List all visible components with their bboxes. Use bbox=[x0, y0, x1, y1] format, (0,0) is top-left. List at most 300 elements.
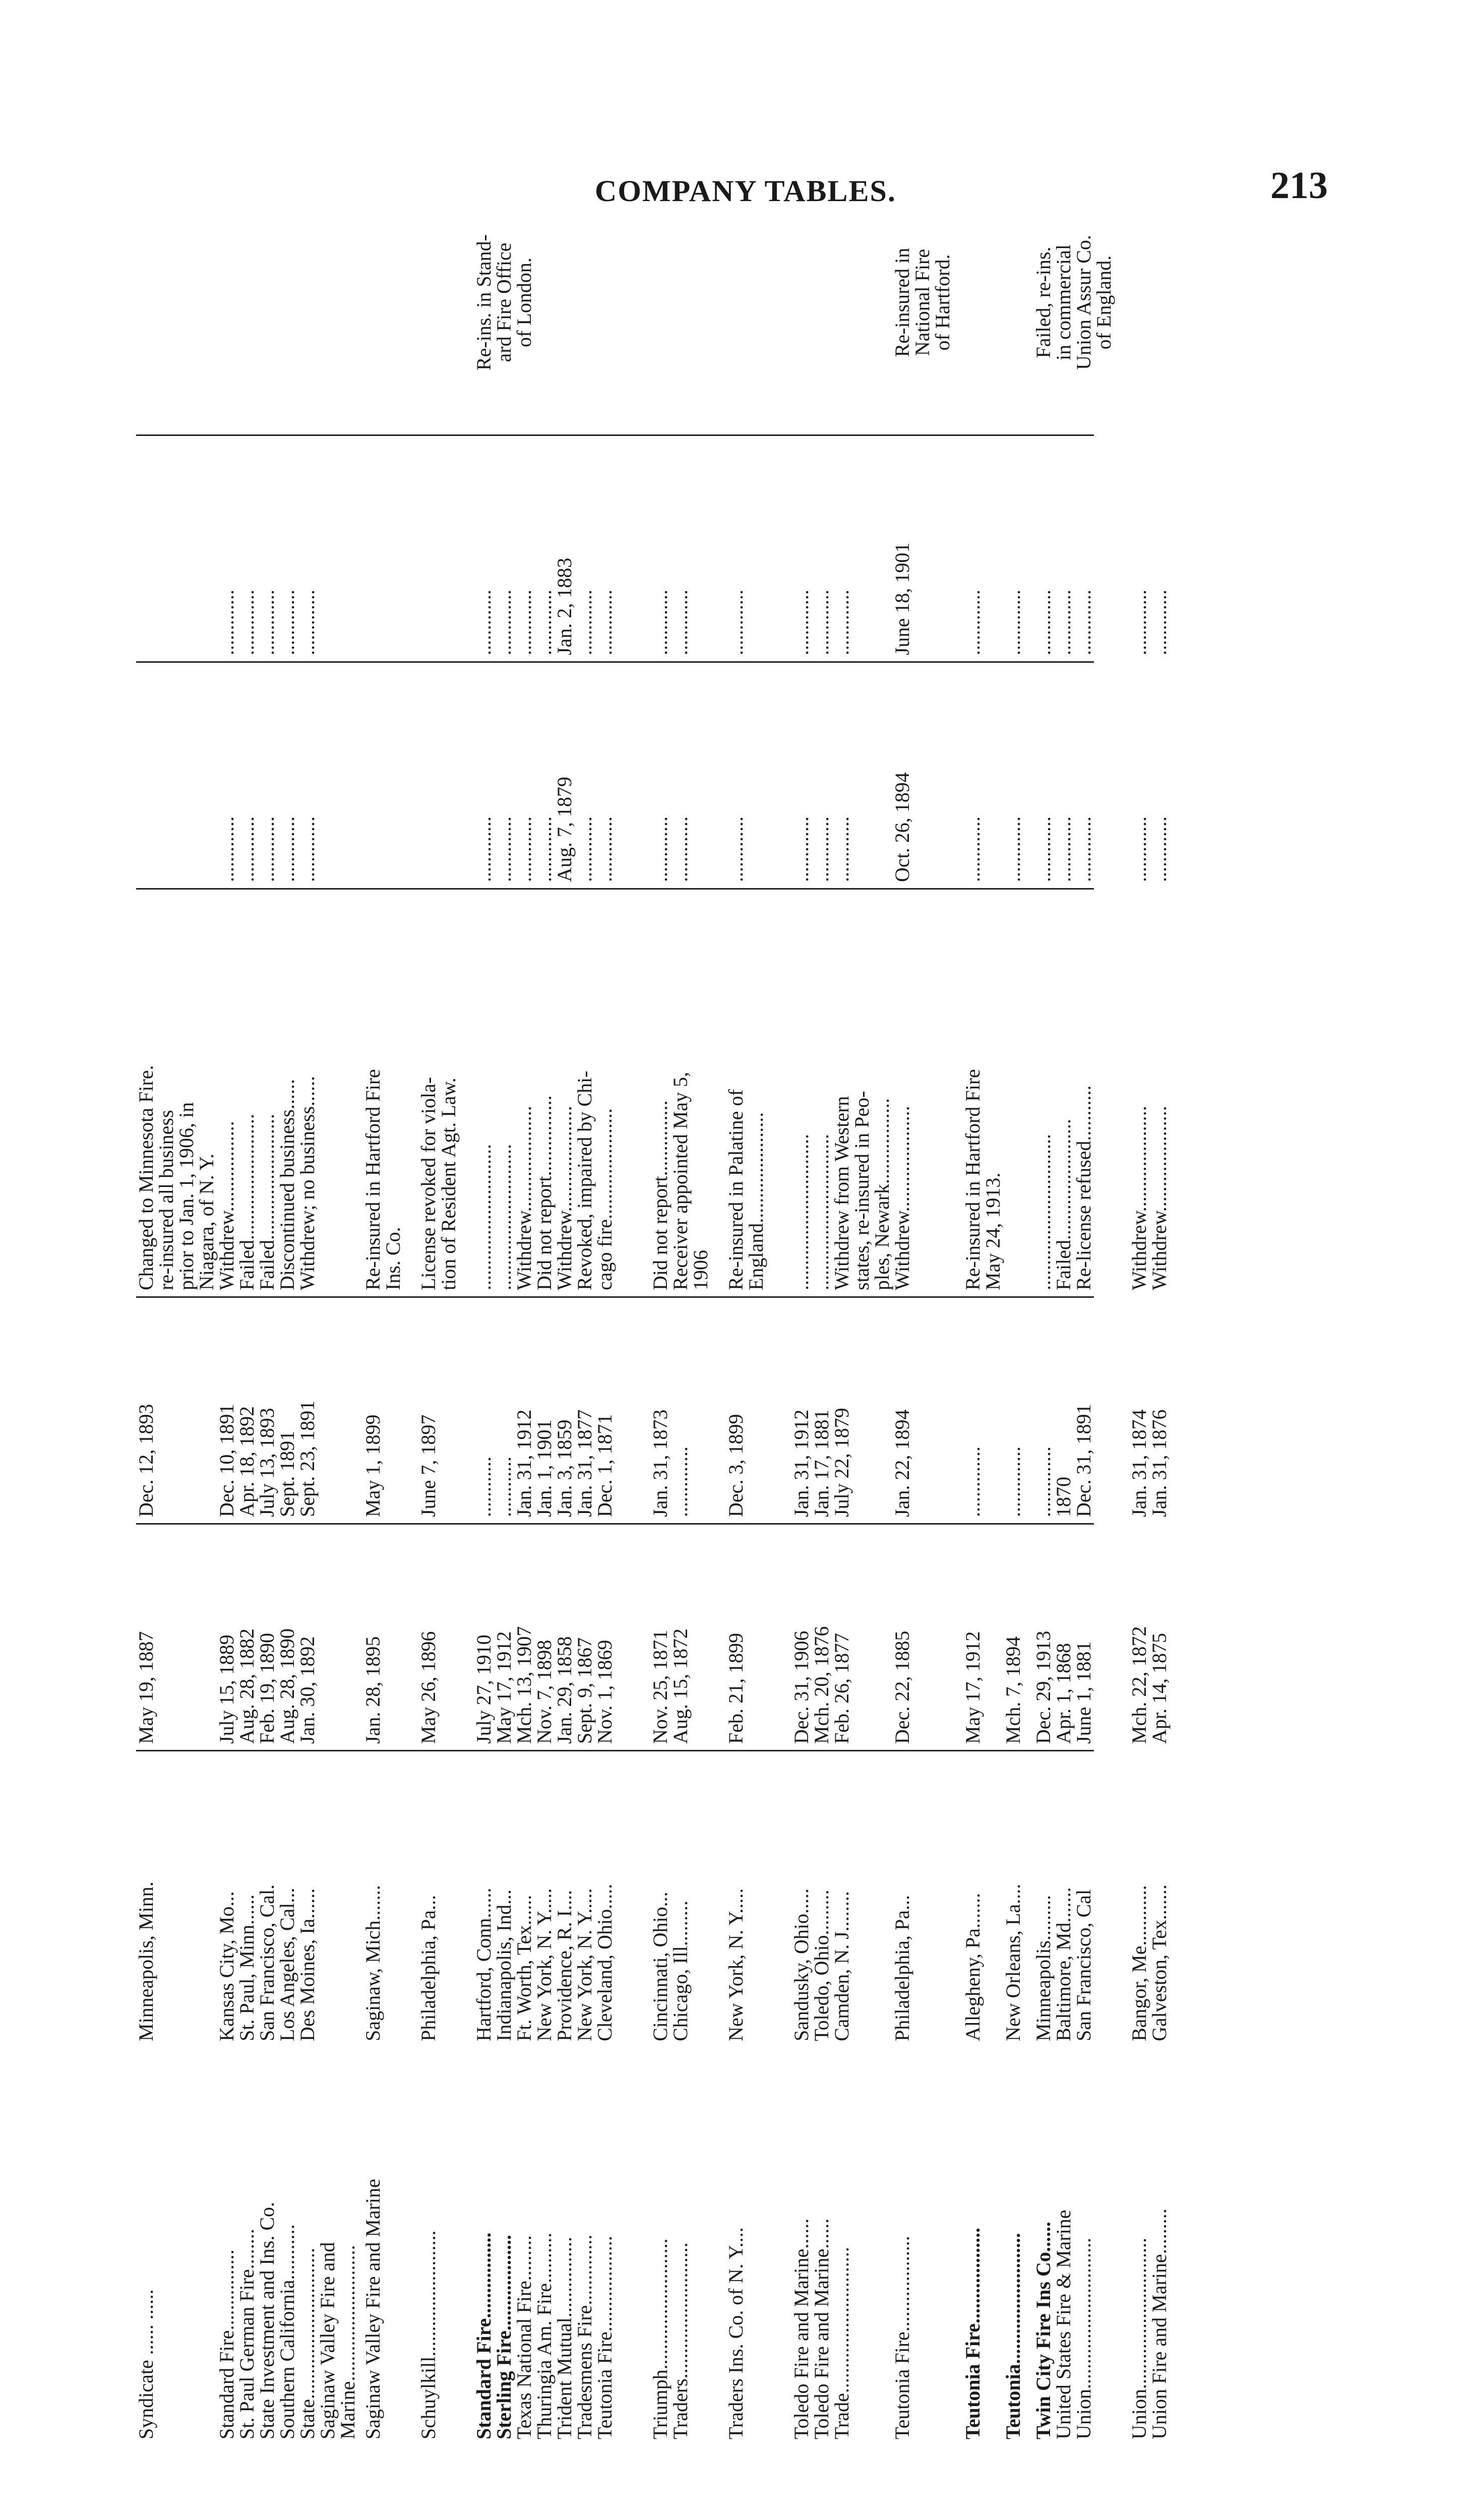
cell-line: Ft. Worth, Tex...... bbox=[513, 1895, 535, 2041]
cell-line: Syndicate ...... ...... bbox=[135, 2289, 157, 2439]
cell-line: Dec. 12, 1893 bbox=[135, 1404, 157, 1517]
company-name-cell bbox=[726, 2056, 746, 2439]
cell-line: .............. bbox=[961, 1446, 984, 1517]
company-name-cell bbox=[595, 2056, 615, 2439]
status-cell bbox=[217, 897, 237, 1290]
location-cell bbox=[1074, 1759, 1094, 2041]
cell-line: Sterling Fire................... bbox=[493, 2235, 515, 2439]
reentered-date-cell bbox=[363, 444, 383, 655]
company-name-cell bbox=[650, 2056, 670, 2439]
cell-line: Union Fire and Marine......... bbox=[1148, 2209, 1171, 2439]
organized-date-cell bbox=[832, 1532, 852, 1744]
cell-line: Minneapolis......... bbox=[1032, 1895, 1055, 2041]
cell-line: Camden, N. J........ bbox=[830, 1891, 853, 2041]
cell-line: ............. bbox=[235, 590, 258, 655]
reentered-date-cell bbox=[791, 444, 812, 655]
cell-line: July 13, 1893 bbox=[256, 1408, 278, 1517]
cell-line: ............. bbox=[573, 816, 596, 882]
cell-line: England...................... bbox=[745, 1112, 767, 1290]
status-cell bbox=[575, 897, 595, 1290]
organized-date-cell bbox=[318, 1532, 338, 1744]
company-name-cell bbox=[1033, 2056, 1054, 2439]
reentered-date-cell bbox=[1129, 444, 1149, 655]
cell-line: St. Paul German Fire........ bbox=[235, 2229, 258, 2439]
organized-date-cell bbox=[963, 1532, 983, 1744]
retired-date-cell bbox=[1149, 670, 1170, 882]
cell-line: ............. bbox=[296, 590, 319, 655]
reentered-date-cell bbox=[963, 444, 983, 655]
cell-line bbox=[363, 444, 383, 655]
company-name-cell bbox=[1003, 2056, 1023, 2439]
cell-line: ............ bbox=[493, 1457, 515, 1517]
location-cell bbox=[297, 1759, 318, 2041]
reentered-date-cell bbox=[318, 444, 338, 655]
company-name-cell bbox=[237, 2056, 257, 2439]
cell-line: ............. bbox=[830, 816, 853, 882]
cell-line: June 1, 1881 bbox=[1072, 1641, 1095, 1744]
location-cell bbox=[237, 1759, 257, 2041]
location-cell bbox=[892, 1759, 912, 2041]
cell-line: Discontinued business...... bbox=[276, 1079, 298, 1290]
cell-line: Texas National Fire......... bbox=[513, 2235, 535, 2439]
cell-line: ............. bbox=[296, 816, 319, 882]
cell-line: ............. bbox=[493, 590, 515, 655]
cell-line: ............. bbox=[533, 816, 556, 882]
organized-date-cell bbox=[1054, 1532, 1074, 1744]
cell-line: May 19, 1887 bbox=[135, 1631, 157, 1744]
cell-line: June 18, 1901 bbox=[891, 542, 913, 655]
cell-line bbox=[338, 1532, 358, 1744]
cell-line: Niagara, of N. Y. bbox=[195, 1153, 218, 1290]
location-cell bbox=[277, 1759, 297, 2041]
cell-line: ............. bbox=[830, 590, 853, 655]
cell-line: ............. bbox=[961, 816, 984, 882]
retired-date-cell bbox=[534, 670, 555, 882]
cell-line: ............. bbox=[215, 816, 238, 882]
cell-line: Thuringia Am. Fire.......... bbox=[533, 2233, 556, 2439]
entered-date-cell bbox=[534, 1305, 555, 1517]
organized-date-cell bbox=[277, 1532, 297, 1744]
organized-date-cell bbox=[1149, 1532, 1170, 1744]
cell-line: Trade............................. bbox=[830, 2247, 853, 2439]
status-cell bbox=[534, 897, 555, 1290]
cell-line: May 26, 1896 bbox=[417, 1631, 440, 1744]
cell-line: .............. bbox=[1002, 1446, 1024, 1517]
company-name-cell bbox=[418, 2056, 439, 2439]
reentered-date-cell bbox=[892, 444, 912, 655]
reentered-date-cell bbox=[494, 444, 514, 655]
entered-date-cell bbox=[237, 1305, 257, 1517]
location-cell bbox=[474, 1759, 494, 2041]
cell-line: Revoked, impaired by Chi- bbox=[573, 1070, 596, 1290]
retired-date-cell bbox=[217, 670, 237, 882]
cell-line: ............................... bbox=[1032, 1134, 1055, 1290]
cell-line: Nov. 25, 1871 bbox=[649, 1629, 671, 1744]
cell-line: Jan. 3, 1859 bbox=[553, 1419, 576, 1517]
cell-line: July 22, 1879 bbox=[830, 1408, 853, 1517]
entered-date-cell bbox=[575, 1305, 595, 1517]
running-title: COMPANY TABLES. bbox=[595, 174, 896, 208]
reentered-date-cell bbox=[474, 444, 494, 655]
cell-line: Tradesmens Fire.............. bbox=[573, 2234, 596, 2439]
organized-date-cell bbox=[237, 1532, 257, 1744]
cell-line: ............. bbox=[669, 590, 692, 655]
column-rule bbox=[136, 434, 1094, 436]
location-cell bbox=[1054, 1759, 1074, 2041]
cell-line: Dec. 29, 1913 bbox=[1032, 1630, 1055, 1744]
status-cell bbox=[474, 897, 494, 1290]
cell-line: Re-license refused........... bbox=[1072, 1085, 1095, 1290]
status-cell bbox=[595, 897, 615, 1290]
retired-date-cell bbox=[575, 670, 595, 882]
cell-line: ............. bbox=[256, 816, 278, 882]
cell-line: Did not report............... bbox=[649, 1100, 671, 1290]
location-cell bbox=[257, 1759, 277, 2041]
reentered-date-cell bbox=[257, 444, 277, 655]
reentered-date-cell bbox=[595, 444, 615, 655]
rotated-company-table bbox=[136, 171, 1336, 2439]
location-cell bbox=[318, 1759, 338, 2041]
location-cell bbox=[1149, 1759, 1170, 2041]
organized-date-cell bbox=[534, 1532, 555, 1744]
cell-line: ............. bbox=[1128, 816, 1150, 882]
cell-line: Saginaw Valley Fire and Marine bbox=[361, 2179, 384, 2439]
cell-line: ............................. bbox=[472, 1144, 495, 1290]
cell-line: Galveston, Tex....... bbox=[1148, 1884, 1171, 2041]
entered-date-cell bbox=[1054, 1305, 1074, 1517]
remark-line: of Hartford. bbox=[931, 254, 954, 351]
retired-date-cell bbox=[726, 670, 746, 882]
retired-date-cell bbox=[670, 670, 691, 882]
company-name-cell bbox=[670, 2056, 691, 2439]
company-name-cell bbox=[474, 2056, 494, 2439]
column-rule bbox=[136, 1750, 1094, 1751]
reentered-date-cell bbox=[832, 444, 852, 655]
cell-line: San Francisco, Cal. bbox=[256, 1884, 278, 2041]
company-name-cell bbox=[363, 2056, 383, 2439]
retired-date-cell bbox=[1003, 670, 1023, 882]
retired-date-cell bbox=[494, 670, 514, 882]
cell-line bbox=[318, 444, 338, 655]
entered-date-cell bbox=[650, 1305, 670, 1517]
retired-date-cell bbox=[963, 670, 983, 882]
organized-date-cell bbox=[297, 1532, 318, 1744]
organized-date-cell bbox=[1074, 1532, 1094, 1744]
cell-line: Jan. 31, 1876 bbox=[1148, 1409, 1171, 1517]
remark-line: National Fire bbox=[911, 248, 934, 356]
entered-date-cell bbox=[136, 1305, 156, 1517]
retired-date-cell bbox=[1074, 670, 1094, 882]
cell-line: .............. bbox=[1032, 1446, 1055, 1517]
cell-line: ............. bbox=[276, 590, 298, 655]
cell-line: Jan. 2, 1883 bbox=[553, 557, 576, 655]
location-cell bbox=[555, 1759, 575, 2041]
company-name-cell bbox=[1129, 2056, 1149, 2439]
cell-line: ............. bbox=[1032, 590, 1055, 655]
status-cell bbox=[892, 897, 912, 1290]
cell-line: cago fire...................... bbox=[593, 1108, 616, 1290]
entered-date-cell bbox=[1074, 1305, 1094, 1517]
reentered-date-cell bbox=[1033, 444, 1054, 655]
organized-date-cell bbox=[726, 1532, 746, 1744]
cell-line: Trident Mutual................ bbox=[553, 2237, 576, 2439]
retired-date-cell bbox=[277, 670, 297, 882]
reentered-date-cell bbox=[1149, 444, 1170, 655]
status-cell bbox=[963, 897, 1003, 1290]
cell-line: Jan. 22, 1894 bbox=[891, 1409, 913, 1517]
cell-line: Cincinnati, Ohio... bbox=[649, 1892, 671, 2041]
organized-date-cell bbox=[418, 1532, 439, 1744]
cell-line: Union.............................. bbox=[1072, 2238, 1095, 2439]
cell-line: Traders Ins. Co. of N. Y.... bbox=[724, 2227, 747, 2439]
location-cell bbox=[217, 1759, 237, 2041]
cell-line: Teutonia Fire................... bbox=[891, 2236, 913, 2439]
retired-date-cell bbox=[595, 670, 615, 882]
cell-line: ............. bbox=[276, 816, 298, 882]
company-name-cell bbox=[1074, 2056, 1094, 2439]
status-cell bbox=[1054, 897, 1074, 1290]
cell-line: July 15, 1889 bbox=[215, 1634, 238, 1744]
company-name-cell bbox=[514, 2056, 534, 2439]
cell-line: Mch. 7, 1894 bbox=[1002, 1636, 1024, 1744]
cell-line: ............. bbox=[669, 816, 692, 882]
cell-line bbox=[318, 1759, 338, 2041]
cell-line: ples, Newark................. bbox=[871, 1098, 893, 1290]
cell-line bbox=[418, 670, 439, 882]
organized-date-cell bbox=[650, 1532, 670, 1744]
cell-line: Sept. 9, 1867 bbox=[573, 1637, 596, 1744]
cell-line bbox=[338, 1759, 358, 2041]
cell-line: New York, N. Y..... bbox=[533, 1888, 556, 2041]
cell-line: Apr. 14, 1875 bbox=[1148, 1633, 1171, 1744]
retired-date-cell bbox=[474, 670, 494, 882]
remark-line: Failed, re-ins. bbox=[1032, 246, 1055, 358]
cell-line: Withdrew; no business...... bbox=[296, 1076, 319, 1290]
cell-line: re-insured all business bbox=[155, 1110, 177, 1290]
location-cell bbox=[363, 1759, 383, 2041]
cell-line: Los Angeles, Cal... bbox=[276, 1887, 298, 2041]
cell-line: ............. bbox=[724, 590, 747, 655]
cell-line: July 27, 1910 bbox=[472, 1634, 495, 1744]
cell-line bbox=[338, 670, 358, 882]
company-name-cell bbox=[338, 2056, 358, 2439]
cell-line: Feb. 21, 1899 bbox=[724, 1633, 747, 1744]
company-name-cell bbox=[217, 2056, 237, 2439]
column-rule bbox=[136, 1523, 1094, 1525]
cell-line: ............. bbox=[810, 816, 833, 882]
cell-line bbox=[318, 670, 338, 882]
organized-date-cell bbox=[514, 1532, 534, 1744]
cell-line: Oct. 26, 1894 bbox=[891, 772, 913, 882]
entered-date-cell bbox=[726, 1305, 746, 1517]
cell-line: Aug. 28, 1890 bbox=[276, 1628, 298, 1744]
company-name-cell bbox=[257, 2056, 277, 2439]
column-rule bbox=[136, 888, 1094, 890]
retired-date-cell bbox=[812, 670, 832, 882]
reentered-date-cell bbox=[338, 444, 358, 655]
cell-line: Teutonia Fire................... bbox=[593, 2236, 616, 2439]
status-cell bbox=[1033, 897, 1054, 1290]
cell-line: ............. bbox=[493, 816, 515, 882]
cell-line: states, re-insured in Peo- bbox=[850, 1091, 873, 1290]
cell-line: ............ bbox=[472, 1457, 495, 1517]
cell-line: May 1, 1899 bbox=[361, 1414, 384, 1517]
cell-line: New York, N. Y..... bbox=[573, 1888, 596, 2041]
cell-line: ............. bbox=[513, 590, 535, 655]
cell-line: prior to Jan. 1, 1906, in bbox=[175, 1102, 198, 1290]
cell-line: Jan. 31, 1912 bbox=[790, 1409, 813, 1517]
cell-line: Re-insured in Hartford Fire bbox=[961, 1069, 984, 1290]
status-cell bbox=[136, 897, 217, 1290]
company-name-cell bbox=[892, 2056, 912, 2439]
remark-line: Re-insured in bbox=[891, 247, 913, 357]
cell-line: Sept. 1891 bbox=[276, 1430, 298, 1517]
status-cell bbox=[494, 897, 514, 1290]
status-cell bbox=[670, 897, 711, 1290]
cell-line: Jan. 29, 1858 bbox=[553, 1636, 576, 1744]
cell-line: New Orleans, La.... bbox=[1002, 1883, 1024, 2041]
remark-line: Re-ins. in Stand- bbox=[472, 234, 495, 370]
status-cell bbox=[1129, 897, 1149, 1290]
retired-date-cell bbox=[832, 670, 852, 882]
entered-date-cell bbox=[338, 1305, 358, 1517]
remark-line: ard Fire Office bbox=[493, 242, 515, 362]
retired-date-cell bbox=[237, 670, 257, 882]
cell-line: Schuylkill......................... bbox=[417, 2230, 440, 2439]
cell-line: .............. bbox=[669, 1446, 692, 1517]
organized-date-cell bbox=[595, 1532, 615, 1744]
organized-date-cell bbox=[494, 1532, 514, 1744]
remarks-note bbox=[474, 176, 534, 428]
cell-line: Marine........................... bbox=[336, 2245, 359, 2439]
retired-date-cell bbox=[650, 670, 670, 882]
cell-line: Hartford, Conn...... bbox=[472, 1887, 495, 2041]
location-cell bbox=[514, 1759, 534, 2041]
cell-line: Teutonia.......................... bbox=[1002, 2233, 1024, 2439]
organized-date-cell bbox=[791, 1532, 812, 1744]
reentered-date-cell bbox=[650, 444, 670, 655]
status-cell bbox=[363, 897, 403, 1290]
entered-date-cell bbox=[595, 1305, 615, 1517]
entered-date-cell bbox=[257, 1305, 277, 1517]
cell-line: United States Fire & Marine bbox=[1052, 2210, 1075, 2439]
cell-line: Changed to Minnesota Fire. bbox=[135, 1065, 157, 1290]
cell-line: May 17, 1912 bbox=[961, 1631, 984, 1744]
cell-line: ............. bbox=[573, 590, 596, 655]
organized-date-cell bbox=[892, 1532, 912, 1744]
entered-date-cell bbox=[318, 1305, 338, 1517]
company-name-cell bbox=[555, 2056, 575, 2439]
entered-date-cell bbox=[832, 1305, 852, 1517]
status-cell bbox=[555, 897, 575, 1290]
cell-line: ............. bbox=[593, 816, 616, 882]
location-cell bbox=[418, 1759, 439, 2041]
reentered-date-cell bbox=[297, 444, 318, 655]
retired-date-cell bbox=[318, 670, 338, 882]
cell-line: ............................... bbox=[790, 1134, 813, 1290]
retired-date-cell bbox=[791, 670, 812, 882]
cell-line: ............. bbox=[1002, 590, 1024, 655]
cell-line bbox=[338, 444, 358, 655]
organized-date-cell bbox=[812, 1532, 832, 1744]
retired-date-cell bbox=[257, 670, 277, 882]
entered-date-cell bbox=[791, 1305, 812, 1517]
cell-line: ............. bbox=[649, 816, 671, 882]
status-cell bbox=[791, 897, 812, 1290]
cell-line: State Investment and Ins. Co. bbox=[256, 2201, 278, 2439]
reentered-date-cell bbox=[418, 444, 439, 655]
cell-line: Withdrew..................... bbox=[513, 1106, 535, 1290]
cell-line: Sept. 23, 1891 bbox=[296, 1400, 319, 1517]
location-cell bbox=[575, 1759, 595, 2041]
reentered-date-cell bbox=[237, 444, 257, 655]
status-cell bbox=[726, 897, 766, 1290]
cell-line bbox=[318, 1305, 338, 1517]
entered-date-cell bbox=[1149, 1305, 1170, 1517]
location-cell bbox=[1003, 1759, 1023, 2041]
cell-line: Withdrew.................. bbox=[215, 1121, 238, 1290]
organized-date-cell bbox=[136, 1532, 156, 1744]
reentered-date-cell bbox=[726, 444, 746, 655]
cell-line: ............. bbox=[790, 590, 813, 655]
cell-line: Union.............................. bbox=[1128, 2238, 1150, 2439]
cell-line: Toledo Fire and Marine...... bbox=[810, 2218, 833, 2439]
cell-line: Receiver appointed May 5, bbox=[669, 1072, 692, 1290]
column-rule bbox=[136, 661, 1094, 663]
remark-line: of England. bbox=[1092, 255, 1115, 350]
location-cell bbox=[534, 1759, 555, 2041]
cell-line: May 17, 1912 bbox=[493, 1631, 515, 1744]
cell-line: ............. bbox=[1052, 816, 1075, 882]
cell-line: Did not report................ bbox=[533, 1095, 556, 1290]
organized-date-cell bbox=[1129, 1532, 1149, 1744]
reentered-date-cell bbox=[217, 444, 237, 655]
cell-line: Re-insured in Hartford Fire bbox=[361, 1069, 384, 1290]
company-name-cell bbox=[575, 2056, 595, 2439]
cell-line: Triumph.......................... bbox=[649, 2238, 671, 2439]
retired-date-cell bbox=[1033, 670, 1054, 882]
company-name-cell bbox=[1054, 2056, 1074, 2439]
organized-date-cell bbox=[1003, 1532, 1023, 1744]
cell-line: Philadelphia, Pa... bbox=[891, 1895, 913, 2041]
cell-line: Jan. 17, 1881 bbox=[810, 1409, 833, 1517]
remark-line: in commercial bbox=[1052, 244, 1075, 360]
entered-date-cell bbox=[363, 1305, 383, 1517]
cell-line: ............. bbox=[256, 590, 278, 655]
cell-line: ............. bbox=[235, 816, 258, 882]
reentered-date-cell bbox=[534, 444, 555, 655]
reentered-date-cell bbox=[812, 444, 832, 655]
company-name-cell bbox=[1149, 2056, 1170, 2439]
cell-line: Failed......................... bbox=[235, 1114, 258, 1290]
cell-line: Withdrew..................... bbox=[1128, 1106, 1150, 1290]
cell-line: tion of Resident Agt. Law. bbox=[437, 1078, 460, 1290]
cell-line: Indianapolis, Ind... bbox=[493, 1889, 515, 2041]
cell-line: ............. bbox=[1002, 816, 1024, 882]
status-cell bbox=[418, 897, 459, 1290]
status-cell bbox=[650, 897, 670, 1290]
cell-line: ............................. bbox=[493, 1144, 515, 1290]
reentered-date-cell bbox=[1074, 444, 1094, 655]
entered-date-cell bbox=[963, 1305, 983, 1517]
entered-date-cell bbox=[297, 1305, 318, 1517]
cell-line: Traders........................... bbox=[669, 2242, 692, 2439]
cell-line: Des Moines, Ia...... bbox=[296, 1888, 319, 2041]
entered-date-cell bbox=[1003, 1305, 1023, 1517]
retired-date-cell bbox=[297, 670, 318, 882]
cell-line: Sandusky, Ohio..... bbox=[790, 1888, 813, 2041]
status-cell bbox=[832, 897, 892, 1290]
